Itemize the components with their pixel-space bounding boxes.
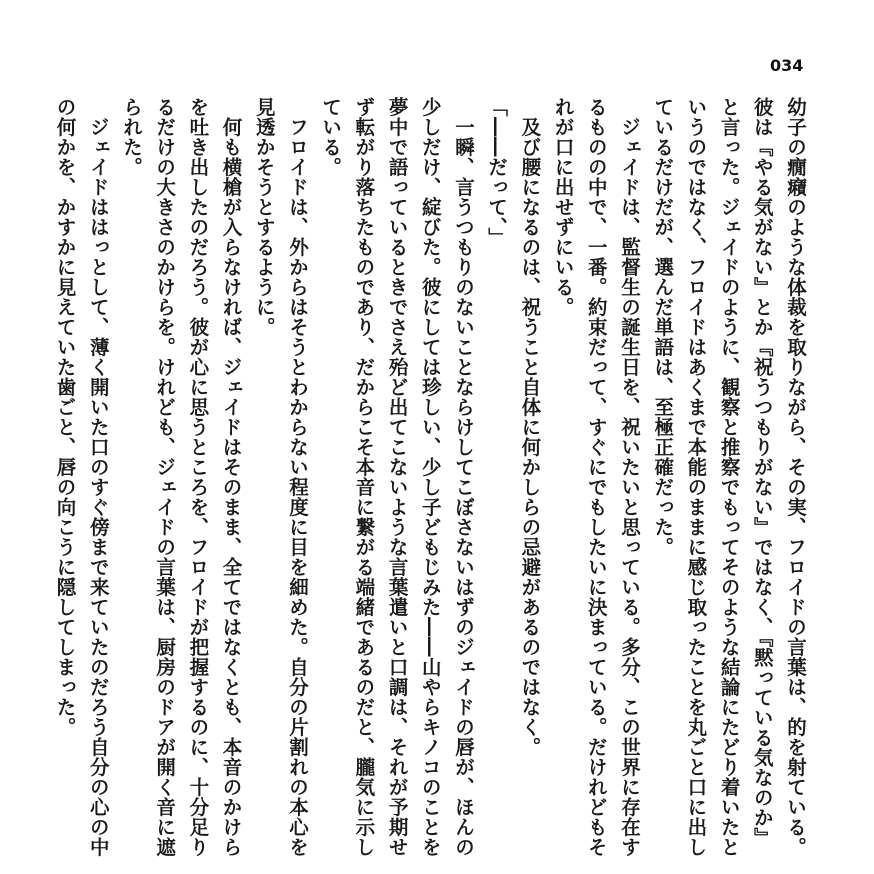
text-line: と言った。ジェイドのように、観察と推察でもってそのような結論にたどり着いたと [717,97,741,857]
text-line: フロイドは、外からはそうとわからない程度に目を細めた。自分の片割れの本心を [285,97,309,857]
text-line: ず転がり落ちたものであり、だからこそ本音に繋がる端緒であるのだと、朧気に示し [352,97,376,857]
text-line: 何も横槍が入らなければ、ジェイドはそのまま、全てではなくとも、本音のかけら [219,97,243,857]
text-line: を吐き出したのだろう。彼が心に思うところを、フロイドが把握するのに、十分足り [186,97,210,857]
text-line: 及び腰になるのは、祝うこと自体に何かしらの忌避があるのではなく。 [518,97,542,757]
text-line: ている。 [319,97,343,177]
text-line: 見透かそうとするように。 [252,97,276,337]
text-line: 夢中で語っているときでさえ殆ど出てこないような言葉遣いと口調は、それが予期せ [385,97,409,857]
text-line: 少しだけ、綻びた。彼にしては珍しい、少し子どもじみた――山やらキノコのことを [418,97,442,857]
text-line: 幼子の癇癪のような体裁を取りながら、その実、フロイドの言葉は、的を射ている。 [784,97,807,857]
text-line: られた。 [119,97,143,177]
text-line: 彼は『やる気がない』とか『祝うつもりがない』ではなく、『黙っている気なのか』 [750,97,774,848]
text-line: ジェイドは、監督生の誕生日を、祝いたいと思っている。多分、この世界に存在す [617,97,641,857]
text-line: れが口に出せずにいる。 [551,97,575,317]
text-line: るだけの大きさのかけらを。けれども、ジェイドの言葉は、厨房のドアが開く音に遮 [153,97,177,857]
text-line: 「――だって、」 [485,97,509,248]
text-line: ているだけだが、選んだ単語は、至極正確だった。 [651,97,675,557]
text-line: ジェイドははっとして、薄く開いた口のすぐ傍まで来ていたのだろう自分の心の中 [86,97,110,857]
vertical-text-block [48,97,812,857]
text-line: るものの中で、一番。約束だって、すぐにでもしたいに決まっている。だけれどもそ [584,97,608,857]
text-line: 一瞬、言うつもりのないことならけしてこぼさないはずのジェイドの唇が、ほんの [451,97,475,857]
page-number: 034 [770,56,804,75]
text-line: の何かを、かすかに見えていた歯ごと、唇の向こうに隠してしまった。 [53,97,77,737]
text-line: いうのではなく、フロイドはあくまで本能のままに感じ取ったことを丸ごと口に出し [684,97,708,857]
